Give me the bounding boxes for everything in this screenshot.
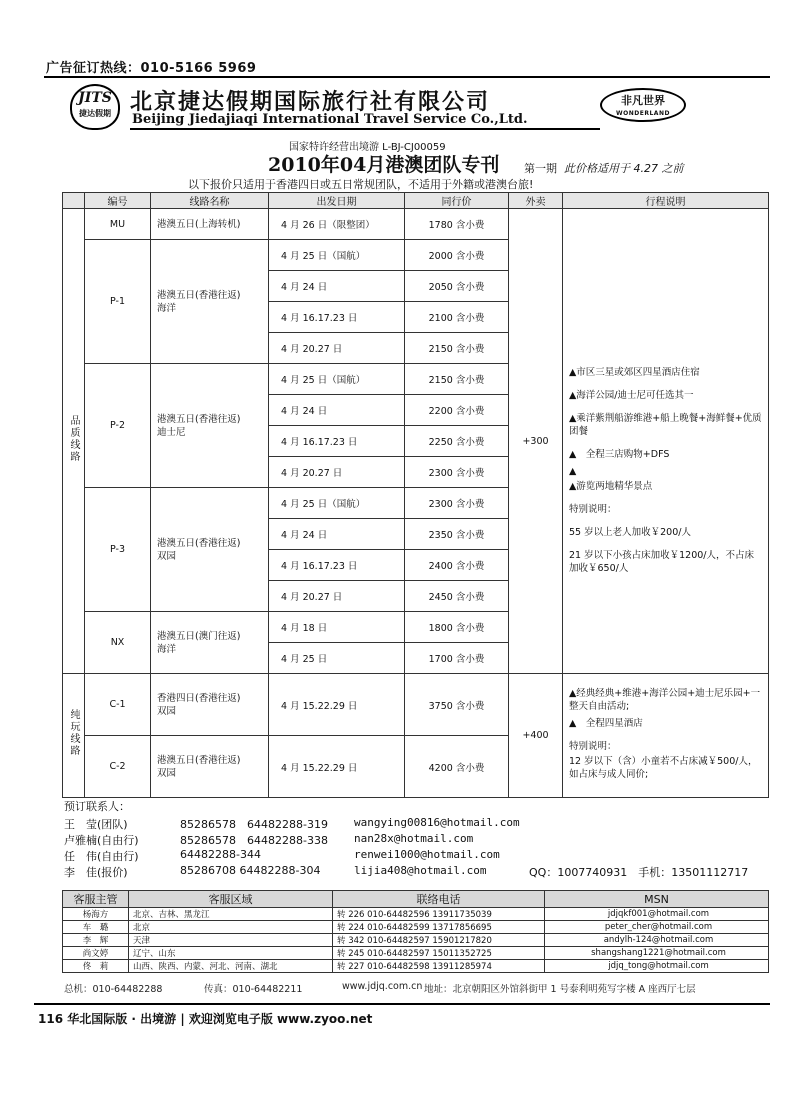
itinerary-notes: ▲经典经典+维港+海洋公园+迪士尼乐园+一整天自由活动; ▲ 全程四星酒店 特别说明： 12 岁以下（含）小童若不占床减￥500/人，如占床与成人同价; bbox=[563, 674, 769, 798]
fax: 传真：010-64482211 bbox=[204, 984, 303, 995]
contact-phone: 64482288-344 bbox=[180, 848, 261, 861]
route-code: P-1 bbox=[85, 240, 151, 364]
depart-date: 4 月 25 日（国航） bbox=[269, 240, 405, 271]
contact-name: 卢雅楠(自由行) bbox=[64, 834, 139, 847]
col-header: 客服区域 bbox=[129, 891, 333, 908]
service-phone: 转 227 010-64482598 13911285974 bbox=[333, 960, 545, 973]
col-header: 行程说明 bbox=[563, 193, 769, 209]
main-phone: 总机：010-64482288 bbox=[64, 984, 163, 995]
website-link[interactable]: www.jdjq.com.cn bbox=[342, 981, 423, 992]
service-region: 山西、陕西、内蒙、河北、河南、湖北 bbox=[129, 960, 333, 973]
trade-price: 2050 含小费 bbox=[405, 271, 509, 302]
contact-email[interactable]: renwei1000@hotmail.com bbox=[354, 848, 500, 861]
retail-markup: +300 bbox=[509, 209, 563, 674]
depart-date: 4 月 20.27 日 bbox=[269, 333, 405, 364]
route-code: P-2 bbox=[85, 364, 151, 488]
issue-info: 第一期 此价格适用于 4.27 之前 bbox=[524, 162, 684, 175]
route-name: 港澳五日(香港往返) 双园 bbox=[151, 488, 269, 612]
depart-date: 4 月 25 日（国航） bbox=[269, 488, 405, 519]
trade-price: 3750 含小费 bbox=[405, 674, 509, 736]
col-header: 编号 bbox=[85, 193, 151, 209]
col-header: 同行价 bbox=[405, 193, 509, 209]
depart-date: 4 月 15.22.29 日 bbox=[269, 736, 405, 798]
route-name: 港澳五日(澳门往返) 海洋 bbox=[151, 612, 269, 674]
company-rule bbox=[130, 128, 600, 130]
depart-date: 4 月 25 日（国航） bbox=[269, 364, 405, 395]
trade-price: 2000 含小费 bbox=[405, 240, 509, 271]
route-code: NX bbox=[85, 612, 151, 674]
trade-price: 2450 含小费 bbox=[405, 581, 509, 612]
contact-name: 任 伟(自由行) bbox=[64, 850, 139, 863]
trade-price: 2200 含小费 bbox=[405, 395, 509, 426]
contact-email[interactable]: lijia408@hotmail.com bbox=[354, 864, 487, 877]
page-footer: 116 华北国际版 · 出境游 | 欢迎浏览电子版 www.zyoo.net bbox=[38, 1012, 373, 1026]
contact-phone: 85286708 64482288-304 bbox=[180, 864, 321, 877]
contact-row bbox=[64, 848, 764, 864]
service-region: 辽宁、山东 bbox=[129, 947, 333, 960]
depart-date: 4 月 15.22.29 日 bbox=[269, 674, 405, 736]
depart-date: 4 月 20.27 日 bbox=[269, 457, 405, 488]
trade-price: 2300 含小费 bbox=[405, 488, 509, 519]
service-msn[interactable]: andylh-124@hotmail.com bbox=[545, 934, 769, 947]
wonderland-logo: 非凡世界 WONDERLAND bbox=[600, 88, 686, 122]
service-phone: 转 226 010-64482596 13911735039 bbox=[333, 908, 545, 921]
service-region: 北京、吉林、黑龙江 bbox=[129, 908, 333, 921]
price-table-wrapper bbox=[62, 192, 768, 798]
ad-hotline: 广告征订热线：010-5166 5969 bbox=[46, 61, 257, 76]
service-region: 天津 bbox=[129, 934, 333, 947]
trade-price: 4200 含小费 bbox=[405, 736, 509, 798]
route-name: 香港四日(香港往返) 双园 bbox=[151, 674, 269, 736]
category-pure: 纯玩线路 bbox=[63, 674, 85, 798]
bottom-rule bbox=[34, 1003, 770, 1005]
trade-price: 2400 含小费 bbox=[405, 550, 509, 581]
route-name: 港澳五日(香港往返) 迪士尼 bbox=[151, 364, 269, 488]
trade-price: 2150 含小费 bbox=[405, 364, 509, 395]
trade-price: 1780 含小费 bbox=[405, 209, 509, 240]
service-phone: 转 245 010-64482597 15011352725 bbox=[333, 947, 545, 960]
route-name: 港澳五日(上海转机) bbox=[151, 209, 269, 240]
trade-price: 2350 含小费 bbox=[405, 519, 509, 550]
price-notice: 以下报价只适用于香港四日或五日常规团队，不适用于外籍或港澳台旅! bbox=[188, 178, 534, 191]
contact-name: 李 佳(报价) bbox=[64, 866, 128, 879]
depart-date: 4 月 18 日 bbox=[269, 612, 405, 643]
route-code: C-2 bbox=[85, 736, 151, 798]
trade-price: 2100 含小费 bbox=[405, 302, 509, 333]
address: 地址：北京朝阳区外馆斜街甲 1 号泰利明苑写字楼 A 座西厅七层 bbox=[424, 984, 696, 995]
depart-date: 4 月 24 日 bbox=[269, 271, 405, 302]
itinerary-notes: ▲市区三星或郊区四星酒店住宿 ▲海洋公园/迪士尼可任选其一 ▲乘洋紫荆船游维港+船上晚餐+海鲜餐+优质团餐 ▲ 全程三店购物+DFS ▲ ▲游览两地精华景点 特别说明： 55 岁以上老人加收￥200/人 21 岁以下小孩占床加收￥1200/人，不占床加收￥650/人 bbox=[563, 209, 769, 674]
depart-date: 4 月 20.27 日 bbox=[269, 581, 405, 612]
page-title: 2010年04月港澳团队专刊 bbox=[268, 154, 500, 176]
depart-date: 4 月 26 日（限整团） bbox=[269, 209, 405, 240]
service-msn[interactable]: peter_cher@hotmail.com bbox=[545, 921, 769, 934]
service-phone: 转 224 010-64482599 13717856695 bbox=[333, 921, 545, 934]
company-name-cn: 北京捷达假期国际旅行社有限公司 bbox=[130, 89, 491, 115]
service-header-row bbox=[63, 891, 769, 908]
company-name-en: Beijing Jiedajiaqi International Travel Service Co.,Ltd. bbox=[132, 112, 528, 127]
service-msn[interactable]: shangshang1221@hotmail.com bbox=[545, 947, 769, 960]
col-header: MSN bbox=[545, 891, 769, 908]
col-header: 出发日期 bbox=[269, 193, 405, 209]
route-code: P-3 bbox=[85, 488, 151, 612]
service-manager: 李 辉 bbox=[63, 934, 129, 947]
table-row bbox=[63, 921, 769, 934]
contact-email[interactable]: wangying00816@hotmail.com bbox=[354, 816, 520, 829]
service-phone: 转 342 010-64482597 15901217820 bbox=[333, 934, 545, 947]
table-row bbox=[63, 947, 769, 960]
contact-qq-mobile: QQ：1007740931 手机：13501112717 bbox=[529, 866, 749, 879]
contact-name: 王 莹(团队) bbox=[64, 818, 128, 831]
route-name: 港澳五日(香港往返) 海洋 bbox=[151, 240, 269, 364]
trade-price: 1800 含小费 bbox=[405, 612, 509, 643]
service-msn[interactable]: jdjqkf001@hotmail.com bbox=[545, 908, 769, 921]
trade-price: 1700 含小费 bbox=[405, 643, 509, 674]
jits-logo: JITS 捷达假期 bbox=[70, 84, 120, 130]
trade-price: 2300 含小费 bbox=[405, 457, 509, 488]
contacts-label: 预订联系人： bbox=[64, 800, 130, 813]
depart-date: 4 月 25 日 bbox=[269, 643, 405, 674]
depart-date: 4 月 24 日 bbox=[269, 395, 405, 426]
depart-date: 4 月 24 日 bbox=[269, 519, 405, 550]
service-region: 北京 bbox=[129, 921, 333, 934]
booking-contacts bbox=[64, 798, 764, 880]
col-header: 联络电话 bbox=[333, 891, 545, 908]
service-manager: 杨海方 bbox=[63, 908, 129, 921]
table-row bbox=[63, 960, 769, 973]
route-name: 港澳五日(香港往返) 双园 bbox=[151, 736, 269, 798]
table-row bbox=[63, 934, 769, 947]
route-code: MU bbox=[85, 209, 151, 240]
license-number: 国家特许经营出境游 L-BJ-CJ00059 bbox=[289, 142, 446, 153]
contact-phone: 85286578 64482288-338 bbox=[180, 834, 328, 847]
table-row bbox=[63, 674, 769, 736]
table-header-row bbox=[63, 193, 769, 209]
service-table bbox=[62, 890, 769, 973]
contact-phone: 85286578 64482288-319 bbox=[180, 818, 328, 831]
service-manager: 佟 莉 bbox=[63, 960, 129, 973]
trade-price: 2150 含小费 bbox=[405, 333, 509, 364]
table-row bbox=[63, 908, 769, 921]
col-header: 外卖 bbox=[509, 193, 563, 209]
retail-markup: +400 bbox=[509, 674, 563, 798]
contact-row bbox=[64, 832, 764, 848]
service-manager: 车 璐 bbox=[63, 921, 129, 934]
depart-date: 4 月 16.17.23 日 bbox=[269, 426, 405, 457]
depart-date: 4 月 16.17.23 日 bbox=[269, 550, 405, 581]
service-manager: 尚文婷 bbox=[63, 947, 129, 960]
col-header: 线路名称 bbox=[151, 193, 269, 209]
col-header: 客服主管 bbox=[63, 891, 129, 908]
contact-row bbox=[64, 864, 764, 880]
top-rule bbox=[44, 76, 770, 78]
service-msn[interactable]: jdjq_tong@hotmail.com bbox=[545, 960, 769, 973]
contact-row bbox=[64, 816, 764, 832]
price-table bbox=[62, 192, 769, 798]
depart-date: 4 月 16.17.23 日 bbox=[269, 302, 405, 333]
table-row bbox=[63, 209, 769, 240]
contact-email[interactable]: nan28x@hotmail.com bbox=[354, 832, 474, 845]
route-code: C-1 bbox=[85, 674, 151, 736]
category-quality: 品质线路 bbox=[63, 209, 85, 674]
trade-price: 2250 含小费 bbox=[405, 426, 509, 457]
